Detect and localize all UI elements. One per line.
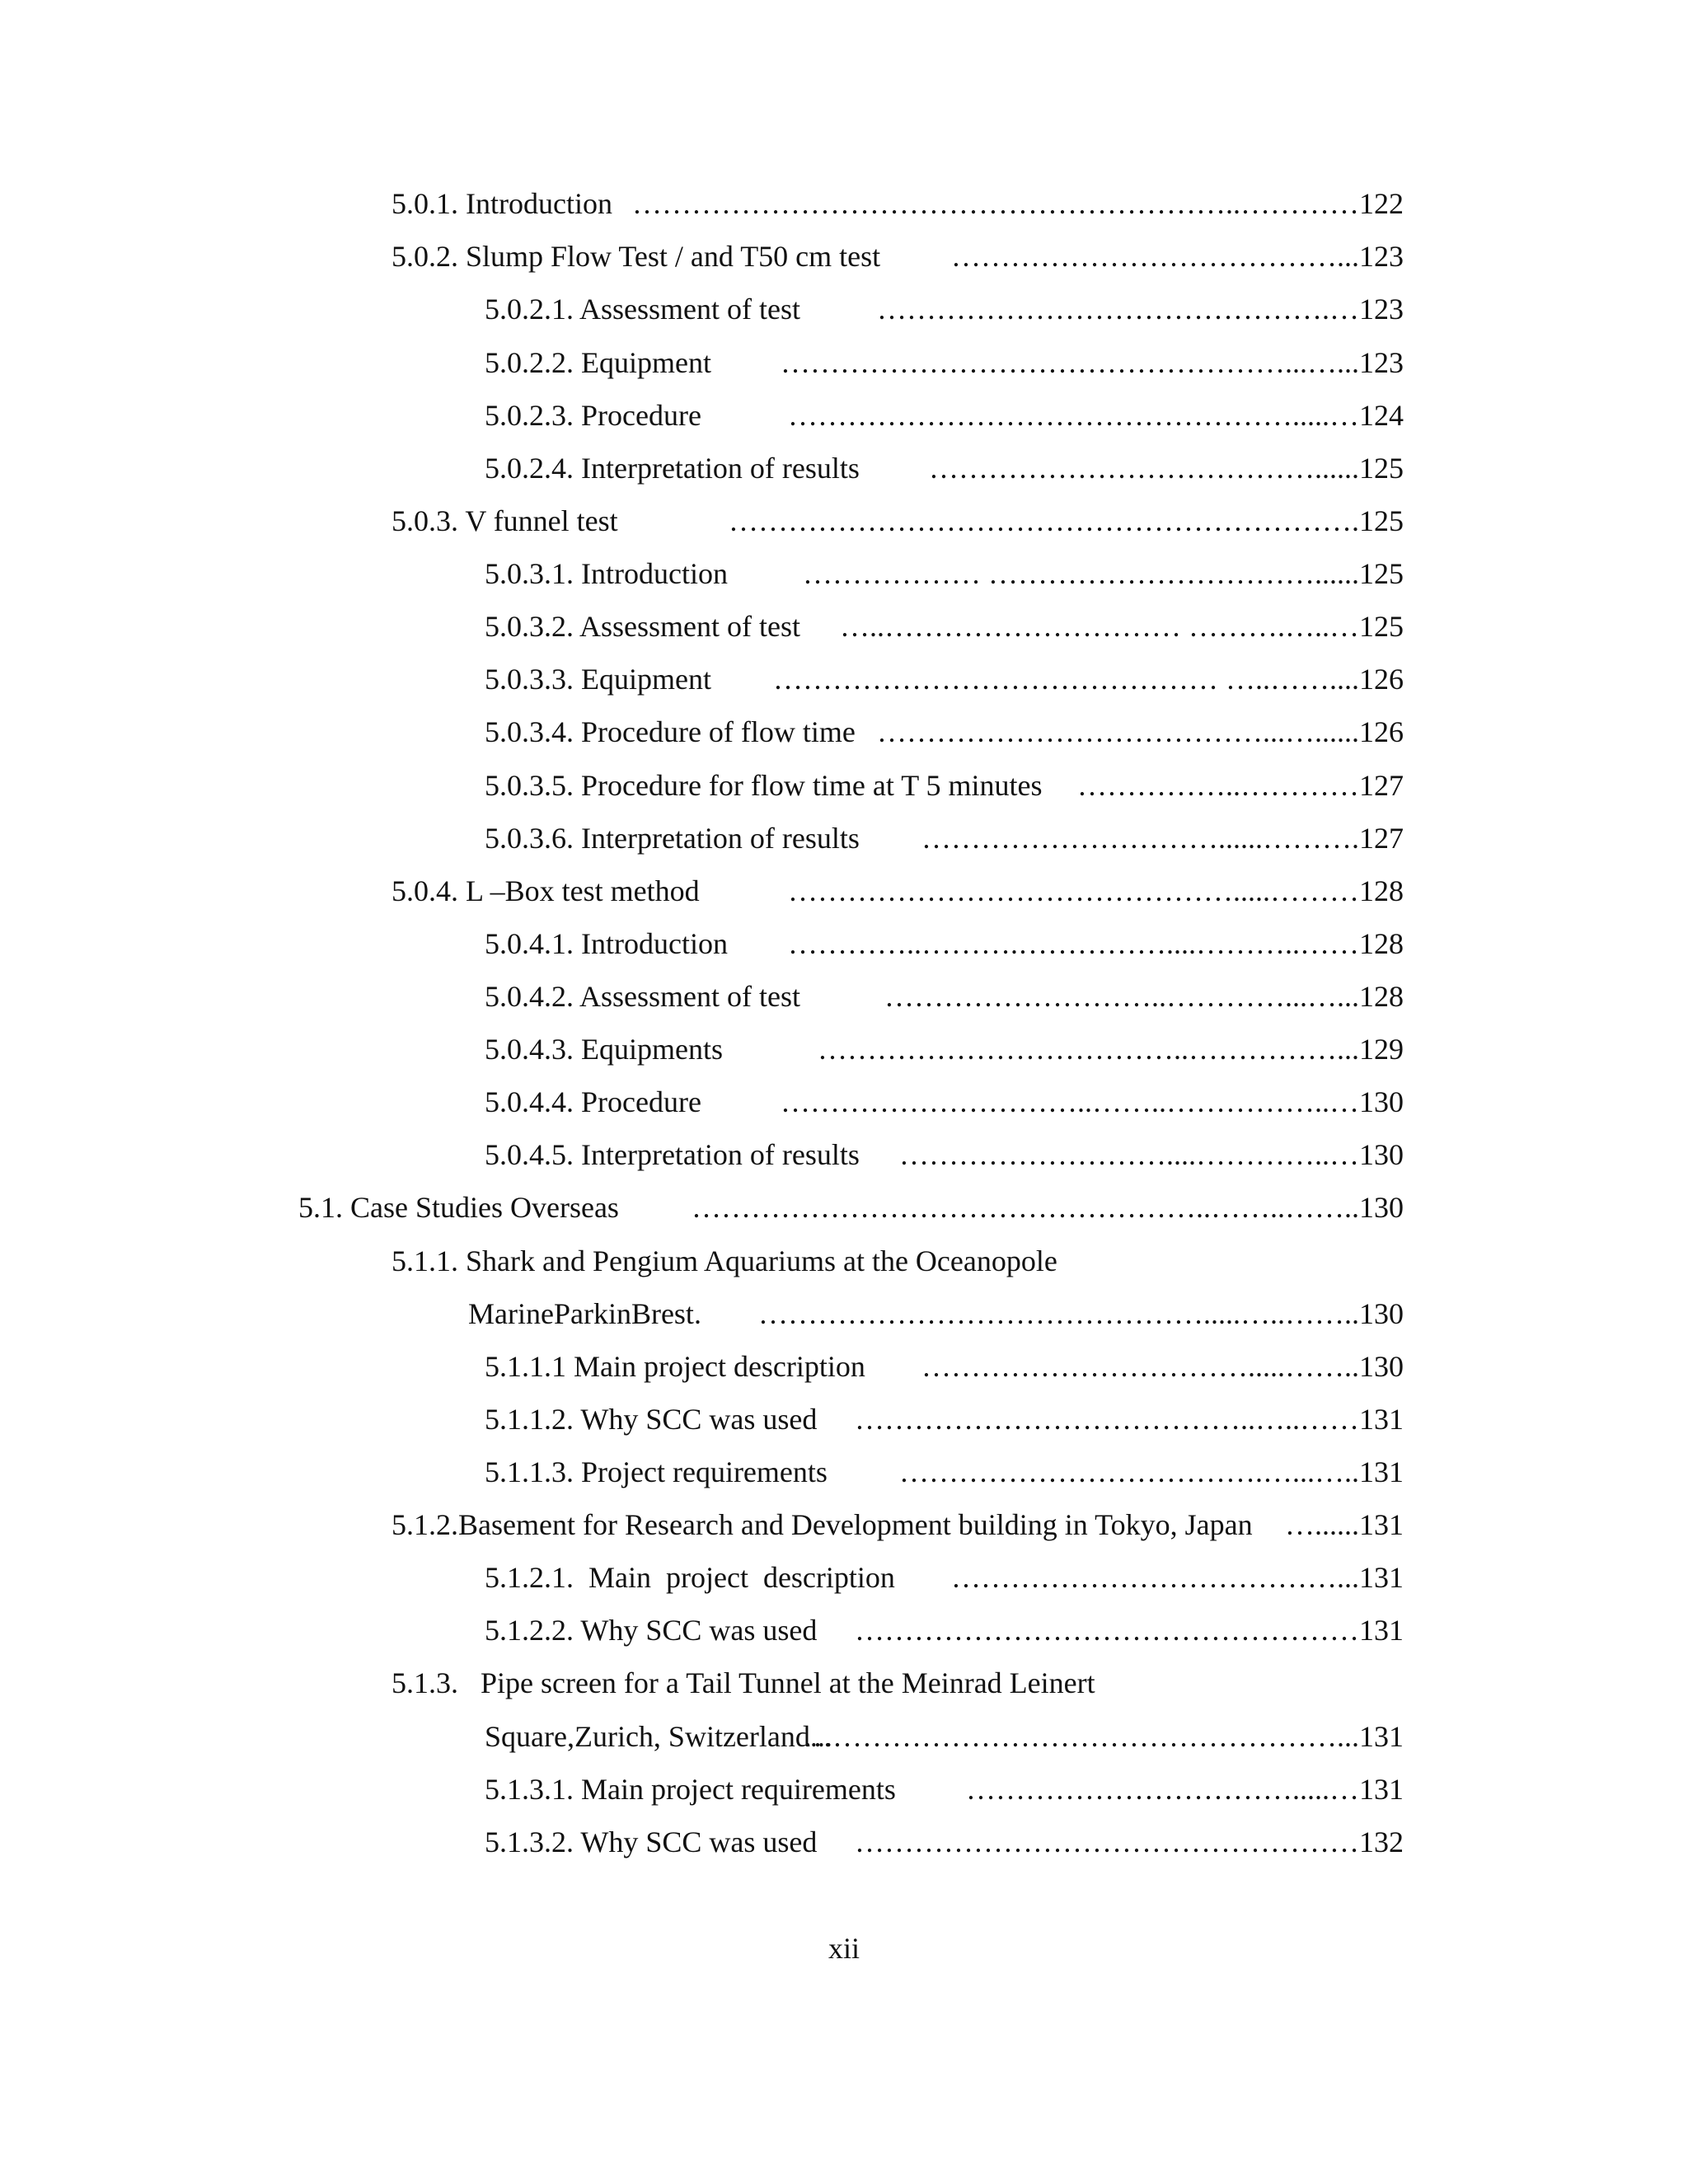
toc-entry-title: 5.0.4. L –Box test method (392, 874, 707, 907)
toc-entry-title: 5.0.3.2. Assessment of test (485, 610, 808, 643)
toc-entry-5-1 (298, 1189, 1404, 1226)
toc-entry-leader-page: …......131 (1285, 1508, 1404, 1541)
toc-entry-title: 5.1.1.1 Main project description (485, 1350, 873, 1383)
toc-entry-5-1-1-1 (485, 1348, 1404, 1385)
toc-entry-5-1-1-3 (485, 1454, 1404, 1490)
toc-entry-leader-page: ……………………………………….....…..……..130 (758, 1297, 1404, 1330)
toc-entry-leader-page: ……………………………………………………..…………122 (632, 187, 1404, 220)
toc-entry-leader-page: …………………………….....…131 (966, 1773, 1404, 1806)
toc-entry-leader-page: ……………………………………….…123 (877, 293, 1404, 326)
toc-entry-5-1-2 (392, 1507, 1404, 1543)
toc-entry-title: 5.0.4.2. Assessment of test (485, 980, 808, 1013)
toc-entry-leader-page: ………………………....…………..…130 (899, 1138, 1404, 1171)
toc-entry-leader-page: ……………………………….…...…..131 (899, 1455, 1404, 1488)
toc-entry-leader-page: …………………………………...…......126 (877, 715, 1404, 748)
toc-entry-title: 5.1. Case Studies Overseas (298, 1191, 626, 1224)
toc-entry-leader-page: …..………………………… ……….…..…125 (840, 610, 1404, 643)
toc-entry-leader-page: …………………………..……..……………..…130 (781, 1085, 1404, 1118)
toc-entry-title: 5.0.2.3. Procedure (485, 399, 709, 432)
toc-entry-5-0-2-2 (485, 344, 1404, 381)
toc-entry-title: 5.1.2.2. Why SCC was used (485, 1614, 825, 1647)
toc-entry-5-1-1-2 (485, 1401, 1404, 1437)
toc-entry-leader-page: …………………………….....……..130 (921, 1350, 1404, 1383)
toc-entry-5-1-3-1 (485, 1771, 1404, 1807)
toc-entry-title: Square,Zurich, Switzerland... (485, 1720, 832, 1753)
toc-entry-leader-page: ………………………………..……………...129 (818, 1033, 1404, 1066)
toc-entry-title: 5.0.3.5. Procedure for flow time at T 5 minutes (485, 769, 1050, 802)
toc-entry-5-1-3-cont (485, 1718, 1404, 1755)
toc-entry-5-1-3 (392, 1665, 1404, 1701)
toc-entry-5-0-4-3 (485, 1031, 1404, 1067)
toc-entry-5-0-3-2 (485, 608, 1404, 644)
toc-entry-title: 5.0.4.3. Equipments (485, 1033, 730, 1066)
toc-entry-title: 5.1.3.1. Main project requirements (485, 1773, 903, 1806)
toc-entry-title: 5.0.3. V funnel test (392, 504, 626, 537)
toc-entry-5-0-2-3 (485, 397, 1404, 434)
toc-entry-title: 5.0.3.4. Procedure of flow time (485, 715, 863, 748)
toc-entry-title: 5.1.2.1. Main project description (485, 1561, 903, 1594)
toc-entry-5-0-4-5 (485, 1137, 1404, 1173)
toc-entry-5-0-4 (392, 873, 1404, 909)
toc-entry-title: 5.0.2.1. Assessment of test (485, 293, 808, 326)
toc-entry-leader-page: …………………………………...131 (951, 1561, 1404, 1594)
toc-entry-5-0-3-6 (485, 820, 1404, 856)
toc-entry-5-0-3-4 (485, 714, 1404, 750)
toc-entry-title: 5.0.2.2. Equipment (485, 346, 719, 379)
toc-entry-leader-page: ……………………………………………………….125 (729, 504, 1404, 537)
toc-entry-title: 5.1.1.2. Why SCC was used (485, 1403, 825, 1436)
toc-entry-leader-page: ………………………..…………...…...128 (884, 980, 1404, 1013)
toc-entry-title: 5.0.4.1. Introduction (485, 927, 735, 960)
toc-entry-leader-page: ……………………………………………..……..……..130 (692, 1191, 1404, 1224)
toc-entry-title: 5.1.1. Shark and Pengium Aquariums at the Oceanopole (392, 1244, 1057, 1277)
toc-entry-leader-page: ……………… ……………………………......125 (803, 557, 1404, 590)
toc-entry-leader-page: ……………………………………………131 (855, 1614, 1404, 1647)
toc-entry-leader-page: ……………..…………127 (1077, 769, 1404, 802)
toc-entry-5-1-2-2 (485, 1612, 1404, 1648)
toc-entry-leader-page: …………………………………......125 (929, 452, 1404, 485)
toc-entry-5-0-2 (392, 238, 1404, 274)
toc-entry-5-0-4-4 (485, 1084, 1404, 1120)
toc-entry-title: 5.0.3.1. Introduction (485, 557, 735, 590)
toc-entry-5-0-3-5 (485, 767, 1404, 804)
toc-entry-leader-page: …………………………………...123 (951, 240, 1404, 273)
toc-entry-5-0-2-1 (485, 291, 1404, 327)
toc-entry-title: 5.1.3.2. Why SCC was used (485, 1825, 825, 1858)
toc-entry-title: 5.0.4.5. Interpretation of results (485, 1138, 867, 1171)
toc-entry-5-0-3 (392, 503, 1404, 539)
toc-entry-5-0-3-3 (485, 661, 1404, 697)
toc-entry-title: 5.1.1.3. Project requirements (485, 1455, 835, 1488)
toc-entry-leader-page: …………………………......……….127 (921, 822, 1404, 855)
toc-entry-5-0-4-2 (485, 978, 1404, 1015)
toc-entry-5-1-1 (392, 1243, 1404, 1279)
toc-entry-5-1-1-cont (468, 1296, 1404, 1332)
toc-entry-title: 5.0.2. Slump Flow Test / and T50 cm test (392, 240, 889, 273)
toc-entry-leader-page: ……………………………………………132 (855, 1825, 1404, 1858)
toc-entry-leader-page: …………..……….……………....………..……128 (788, 927, 1404, 960)
toc-entry-title: 5.0.4.4. Procedure (485, 1085, 709, 1118)
toc-entry-5-0-3-1 (485, 555, 1404, 592)
toc-entry-5-1-3-2 (485, 1824, 1404, 1860)
toc-entry-title: 5.0.1. Introduction (392, 187, 620, 220)
toc-entry-leader-page: ………………………………………………...131 (803, 1720, 1404, 1753)
toc-entry-title: MarineParkinBrest. (468, 1297, 709, 1330)
toc-entry-5-1-2-1 (485, 1559, 1404, 1596)
toc-entry-5-0-2-4 (485, 450, 1404, 486)
toc-entry-leader-page: ……………………………………….....………128 (788, 874, 1404, 907)
toc-entry-leader-page: …………………………………..…..……131 (855, 1403, 1404, 1436)
toc-entry-title: 5.1.3. Pipe screen for a Tail Tunnel at the Meinrad Leinert (392, 1666, 1095, 1699)
toc-entry-5-0-4-1 (485, 926, 1404, 962)
toc-entry-title: 5.1.2.Basement for Research and Development building in Tokyo, Japan (392, 1508, 1260, 1541)
page-number: xii (828, 1932, 860, 1965)
toc-entry-5-0-1 (392, 185, 1404, 222)
toc-entry-leader-page: …………………………………………….....…124 (788, 399, 1404, 432)
toc-entry-title: 5.0.2.4. Interpretation of results (485, 452, 867, 485)
toc-entry-title: 5.0.3.3. Equipment (485, 663, 719, 696)
toc-entry-leader-page: ……………………………………………...…...123 (781, 346, 1404, 379)
toc-entry-leader-page: ……………………………………… …..……....126 (773, 663, 1404, 696)
toc-entry-title: 5.0.3.6. Interpretation of results (485, 822, 867, 855)
